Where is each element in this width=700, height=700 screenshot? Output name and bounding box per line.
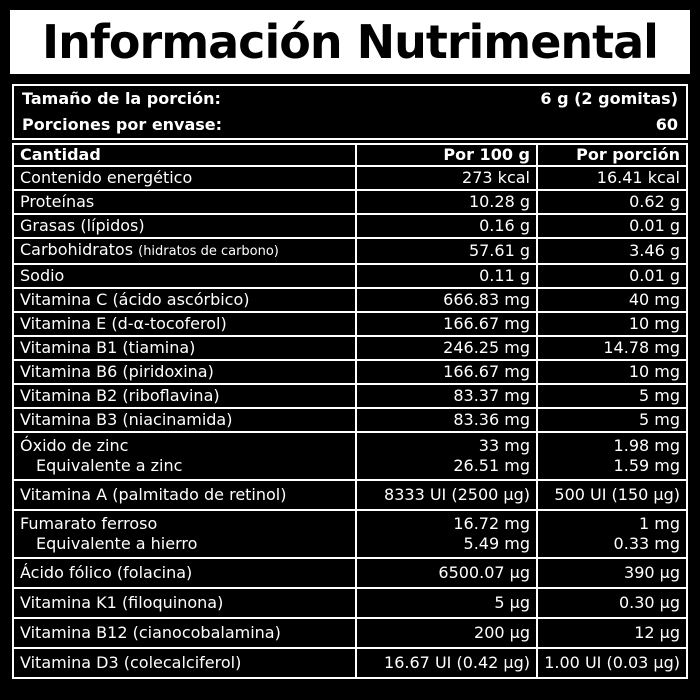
per-serving-cell [537,480,687,510]
per-serving-value: 500 UI (150 μg) [554,485,680,504]
per-serving-cell [537,360,687,384]
per-serving-value: 0.01 g [629,216,680,235]
table-row [13,408,687,432]
per-100g-value: 8333 UI (2500 μg) [384,485,530,504]
per-serving-cell [537,312,687,336]
serving-size-row [14,86,686,112]
per-serving-value: 10 mg [628,362,680,381]
nutrient-name-note: (hidratos de carbono) [138,244,279,259]
nutrient-sub-name: Equivalente a zinc [36,456,183,475]
per-serving-value: 0.62 g [629,192,680,211]
per-100g-value: 33 mg [478,436,530,455]
nutrient-name-cell [13,558,356,588]
nutrient-name-cell [13,238,356,264]
table-row [13,214,687,238]
per-100g-sub-value: 26.51 mg [453,456,530,475]
table-row [13,648,687,678]
table-row [13,238,687,264]
per-100g-cell [356,190,537,214]
table-row [13,312,687,336]
table-row [13,288,687,312]
nutrient-name: Fumarato ferroso [20,514,158,533]
table-row [13,510,687,558]
per-serving-cell [537,384,687,408]
per-serving-cell [537,238,687,264]
per-serving-cell [537,648,687,678]
nutrient-name-cell [13,166,356,190]
nutrient-name: Vitamina E (d-α-tocoferol) [20,314,227,333]
per-serving-value: 10 mg [628,314,680,333]
nutrient-rows [13,166,687,678]
per-serving-cell [537,408,687,432]
per-100g-cell [356,166,537,190]
table-row [13,360,687,384]
per-100g-cell [356,510,537,558]
nutrient-name-cell [13,360,356,384]
per-100g-cell [356,618,537,648]
per-100g-value: 6500.07 μg [438,563,530,582]
nutrient-name: Vitamina B1 (tiamina) [20,338,196,357]
nutrient-name-cell [13,336,356,360]
nutrient-table [12,143,688,679]
per-serving-cell [537,432,687,480]
serving-size-value: 6 g (2 gomitas) [540,89,678,108]
per-100g-value: 273 kcal [462,168,530,187]
nutrient-name: Contenido energético [20,168,193,187]
table-row [13,190,687,214]
panel-title: Información Nutrimental [10,10,690,74]
per-serving-cell [537,510,687,558]
per-100g-cell [356,360,537,384]
per-serving-value: 0.30 μg [618,593,680,612]
nutrient-name: Grasas (lípidos) [20,216,145,235]
per-serving-cell [537,214,687,238]
serving-info [12,84,688,140]
per-100g-cell [356,336,537,360]
table-row [13,384,687,408]
per-100g-cell [356,214,537,238]
per-100g-value: 83.36 mg [453,410,530,429]
per-100g-value: 166.67 mg [443,362,530,381]
per-100g-value: 83.37 mg [453,386,530,405]
per-serving-sub-value: 1.59 mg [613,456,680,475]
nutrient-name-cell [13,480,356,510]
table-row [13,480,687,510]
nutrient-name: Vitamina D3 (colecalciferol) [20,653,242,672]
nutrient-name-cell [13,432,356,480]
nutrient-name: Vitamina B6 (piridoxina) [20,362,214,381]
per-serving-cell [537,264,687,288]
per-serving-value: 16.41 kcal [596,168,680,187]
per-100g-cell [356,238,537,264]
table-row [13,558,687,588]
per-serving-value: 0.01 g [629,266,680,285]
per-100g-cell [356,408,537,432]
nutrient-name: Óxido de zinc [20,436,129,455]
per-100g-value: 10.28 g [468,192,530,211]
per-100g-value: 16.67 UI (0.42 μg) [384,653,530,672]
nutrient-name: Vitamina B3 (niacinamida) [20,410,233,429]
nutrient-name-cell [13,264,356,288]
table-row [13,166,687,190]
per-100g-value: 246.25 mg [443,338,530,357]
per-100g-value: 166.67 mg [443,314,530,333]
table-row [13,588,687,618]
nutrient-sub-name: Equivalente a hierro [36,534,198,553]
per-100g-cell [356,432,537,480]
nutrient-name: Vitamina A (palmitado de retinol) [20,485,287,504]
nutrient-name-cell [13,288,356,312]
per-serving-value: 5 mg [638,386,680,405]
servings-per-container-label: Porciones por envase: [22,115,223,134]
table-row [13,336,687,360]
per-100g-cell [356,264,537,288]
nutrient-name: Carbohidratos [20,240,134,259]
table-row [13,264,687,288]
nutrient-name-cell [13,408,356,432]
per-serving-cell [537,288,687,312]
per-100g-value: 666.83 mg [443,290,530,309]
nutrient-name: Vitamina B2 (riboflavina) [20,386,220,405]
nutrient-name-cell [13,384,356,408]
per-serving-value: 14.78 mg [603,338,680,357]
per-100g-value: 57.61 g [468,241,530,260]
per-100g-value: 0.16 g [479,216,530,235]
nutrient-name-cell [13,190,356,214]
nutrient-name-cell [13,312,356,336]
servings-per-container-value: 60 [655,115,678,134]
per-serving-cell [537,588,687,618]
nutrient-name: Ácido fólico (folacina) [20,563,193,582]
per-serving-value: 1.00 UI (0.03 μg) [544,653,680,672]
per-serving-value: 1 mg [638,514,680,533]
per-serving-cell [537,190,687,214]
per-serving-cell [537,336,687,360]
per-100g-cell [356,558,537,588]
per-serving-value: 5 mg [638,410,680,429]
nutrient-name: Proteínas [20,192,95,211]
per-100g-cell [356,588,537,618]
serving-size-label: Tamaño de la porción: [22,89,221,108]
per-100g-cell [356,648,537,678]
per-100g-value: 5 μg [494,593,530,612]
per-serving-value: 1.98 mg [613,436,680,455]
servings-per-container-row [14,112,686,138]
header-cantidad: Cantidad [13,144,356,166]
per-100g-cell [356,312,537,336]
nutrient-name-cell [13,588,356,618]
per-100g-value: 16.72 mg [453,514,530,533]
per-100g-cell [356,288,537,312]
per-serving-cell [537,166,687,190]
per-100g-cell [356,384,537,408]
table-row [13,618,687,648]
nutrient-name: Vitamina C (ácido ascórbico) [20,290,250,309]
nutrient-name-cell [13,618,356,648]
per-serving-value: 12 μg [634,623,680,642]
per-serving-sub-value: 0.33 mg [613,534,680,553]
per-serving-value: 40 mg [628,290,680,309]
table-header-row [13,144,687,166]
header-per-serving: Por porción [537,144,687,166]
per-serving-value: 390 μg [624,563,680,582]
nutrient-name: Sodio [20,266,65,285]
per-serving-cell [537,558,687,588]
per-100g-sub-value: 5.49 mg [463,534,530,553]
per-serving-cell [537,618,687,648]
table-row [13,432,687,480]
nutrient-name-cell [13,214,356,238]
nutrient-name: Vitamina B12 (cianocobalamina) [20,623,281,642]
per-100g-cell [356,480,537,510]
nutrient-name: Vitamina K1 (filoquinona) [20,593,224,612]
nutrient-name-cell [13,510,356,558]
header-per-100g: Por 100 g [356,144,537,166]
per-100g-value: 200 μg [474,623,530,642]
per-100g-value: 0.11 g [479,266,530,285]
per-serving-value: 3.46 g [629,241,680,260]
nutrient-name-cell [13,648,356,678]
